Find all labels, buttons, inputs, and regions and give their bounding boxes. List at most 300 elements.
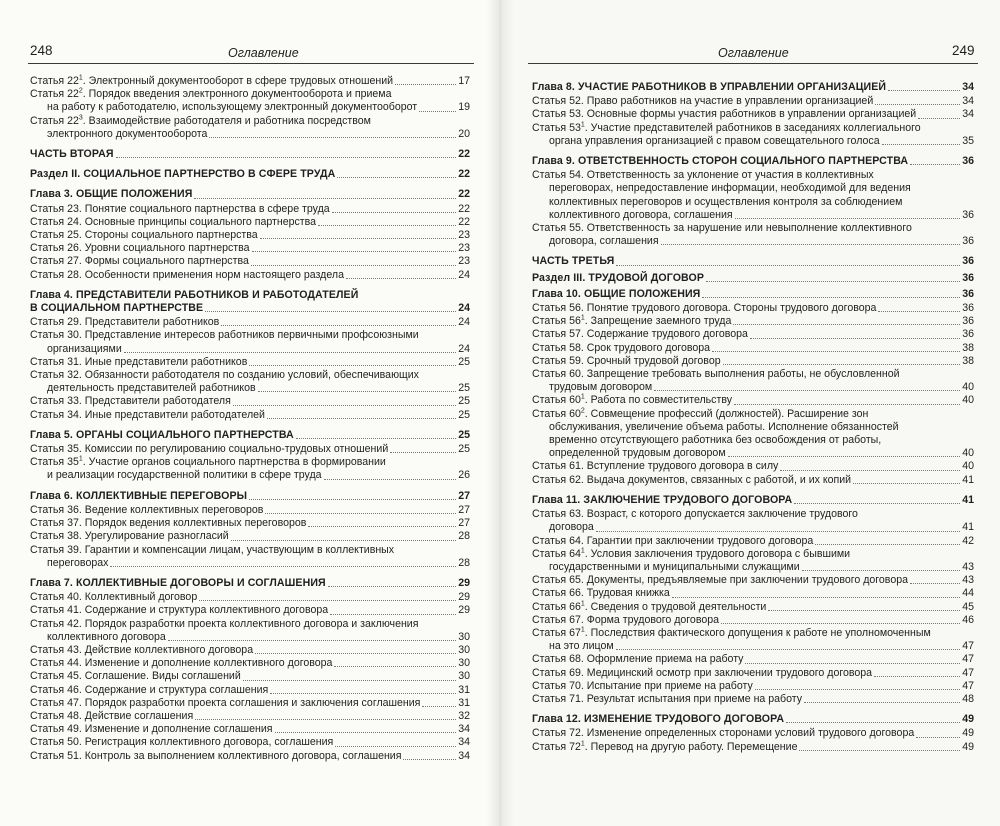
dot-leader	[910, 583, 960, 584]
dot-leader	[616, 649, 961, 650]
dot-leader	[328, 586, 456, 587]
toc-page-number: 36	[962, 255, 974, 268]
toc-entry[interactable]	[532, 474, 974, 487]
dot-leader	[270, 693, 456, 694]
toc-page-number: 25	[458, 382, 470, 395]
toc-entry[interactable]	[30, 657, 470, 670]
toc-title-text: Статья 29. Представители работников	[30, 316, 220, 329]
toc-entry-title	[549, 135, 880, 148]
toc-entry[interactable]	[30, 216, 470, 229]
toc-page-number: 44	[962, 587, 974, 600]
dot-leader	[888, 90, 960, 91]
toc-title-text: Статья 26. Уровни социального партнерства	[30, 242, 250, 255]
toc-page-number: 34	[458, 723, 470, 736]
toc-title-text: Глава 10. ОБЩИЕ ПОЛОЖЕНИЯ	[532, 287, 701, 300]
toc-title-text: Статья 30. Представление интересов работников первичными профсоюзными	[30, 329, 419, 342]
toc-entry[interactable]	[30, 443, 470, 456]
toc-title-text: . Перевод на другую работу. Перемещение	[584, 740, 798, 753]
toc-entry-title	[549, 521, 594, 534]
toc-page-number: 23	[458, 229, 470, 242]
toc-entry[interactable]	[532, 394, 974, 407]
dot-leader	[750, 338, 960, 339]
dot-leader	[308, 526, 456, 527]
toc-entry[interactable]	[30, 203, 470, 216]
toc-entry[interactable]	[30, 356, 470, 369]
toc-title-text: Статья 65. Документы, предъявляемые при заключении трудового договора	[532, 574, 908, 587]
dot-leader	[596, 531, 960, 532]
toc-entry[interactable]	[30, 242, 470, 255]
toc-entry[interactable]	[532, 653, 974, 666]
toc-entry[interactable]	[532, 328, 974, 341]
toc-title-text: Статья 48. Действие соглашения	[30, 709, 194, 722]
toc-entry[interactable]	[30, 618, 470, 644]
toc-entry-title	[532, 587, 670, 600]
toc-title-text: Статья 52. Право работников на участие в управлении организацией	[532, 95, 874, 108]
toc-page-number: 22	[458, 188, 470, 201]
toc-title-text: Статья 72. Изменение определенных сторонами условий трудового договора	[532, 727, 915, 740]
dot-leader	[734, 404, 960, 405]
toc-entry[interactable]	[30, 544, 470, 570]
toc-title-text: Статья 56. Понятие трудового договора. Стороны трудового договора	[532, 302, 877, 315]
toc-entry[interactable]	[30, 369, 470, 395]
toc-page-number: 48	[962, 692, 974, 705]
toc-page-number: 36	[962, 287, 974, 300]
toc-page-number: 28	[458, 530, 470, 543]
toc-entry-title	[532, 627, 931, 639]
toc-entry-title	[532, 272, 704, 285]
toc-page-number: 42	[962, 534, 974, 547]
toc-title-text: Статья 22	[30, 75, 79, 87]
toc-heading[interactable]	[532, 81, 974, 94]
toc-entry-title	[549, 381, 652, 394]
toc-heading[interactable]	[30, 188, 470, 201]
toc-entry[interactable]	[30, 409, 470, 422]
dot-leader	[330, 614, 456, 615]
toc-entry-title	[532, 355, 721, 368]
dot-leader	[205, 311, 456, 312]
toc-title-text: и реализации государственной политики в сфере труда	[47, 469, 322, 482]
toc-page-number: 27	[458, 517, 470, 530]
toc-page-number: 47	[962, 666, 974, 679]
toc-entry[interactable]	[30, 88, 470, 114]
toc-title-text: . Порядок введения электронного документооборота и приема	[82, 88, 392, 101]
toc-title-text: . Электронный документооборот в сфере трудовых отношений	[82, 75, 394, 87]
toc-title-text: Статья 55. Ответственность за нарушение или невыполнение коллективного	[532, 222, 912, 235]
toc-entry-title	[532, 328, 748, 341]
toc-entry-title	[532, 741, 797, 754]
toc-entry-title	[549, 182, 911, 194]
toc-page-number: 30	[458, 630, 470, 643]
toc-entry-title	[30, 490, 247, 503]
toc-heading[interactable]	[532, 155, 974, 168]
dot-leader	[252, 251, 457, 252]
toc-page-number: 36	[962, 328, 974, 341]
dot-leader	[422, 706, 456, 707]
toc-entry[interactable]	[532, 315, 974, 328]
toc-page-number: 49	[962, 740, 974, 753]
toc-entry[interactable]	[30, 723, 470, 736]
dot-leader	[251, 265, 456, 266]
toc-page-number: 34	[962, 108, 974, 121]
toc-title-text: Статья 57. Содержание трудового договора	[532, 328, 748, 341]
toc-entry-title	[532, 535, 813, 548]
right-page	[500, 0, 1000, 826]
toc-page-number: 19	[458, 101, 470, 114]
dot-leader	[318, 225, 456, 226]
dot-leader	[745, 663, 960, 664]
toc-title-text: Статья 42. Порядок разработки проекта коллективного договора и заключения	[30, 617, 419, 630]
dot-leader	[332, 212, 457, 213]
toc-page-number: 24	[458, 316, 470, 329]
toc-entry[interactable]	[532, 587, 974, 600]
toc-title-text: . Запрещение заемного труда	[584, 315, 732, 328]
toc-entry[interactable]	[30, 530, 470, 543]
toc-entry[interactable]	[532, 574, 974, 587]
toc-title-text: Статья 47. Порядок разработки проекта соглашения и заключения соглашения	[30, 696, 421, 709]
toc-entry-title	[30, 604, 328, 617]
toc-entry-title	[47, 343, 122, 356]
toc-page-number: 28	[458, 556, 470, 569]
toc-entry-title	[30, 168, 335, 181]
toc-heading[interactable]	[30, 168, 470, 181]
dot-leader	[296, 438, 456, 439]
toc-entry[interactable]	[30, 75, 470, 88]
toc-entry[interactable]	[532, 108, 974, 121]
toc-entry[interactable]	[532, 614, 974, 627]
toc-entry[interactable]	[30, 750, 470, 763]
dot-leader	[260, 238, 457, 239]
dot-leader	[395, 84, 456, 85]
toc-page-number: 22	[458, 168, 470, 181]
toc-entry[interactable]	[532, 342, 974, 355]
toc-entry-title	[47, 128, 207, 141]
toc-title-text: электронного документооборота	[47, 127, 208, 140]
article-superscript: 2	[580, 407, 585, 415]
toc-page-number: 22	[458, 148, 470, 161]
toc-entry[interactable]	[532, 693, 974, 706]
dot-leader	[728, 456, 961, 457]
toc-title-text: Статья 37. Порядок ведения коллективных переговоров	[30, 517, 307, 530]
toc-entry-title	[532, 155, 908, 168]
toc-title-text: Статья 44. Изменение и дополнение коллективного договора	[30, 657, 333, 670]
toc-entry[interactable]	[30, 115, 470, 141]
article-superscript: 1	[78, 74, 83, 82]
toc-heading[interactable]	[532, 713, 974, 726]
toc-title-text: Статья 22	[30, 88, 79, 101]
toc-title-text: Статья 31. Иные представители работников	[30, 355, 248, 368]
dot-leader	[768, 610, 960, 611]
toc-entry[interactable]	[30, 670, 470, 683]
toc-title-text: Статья 46. Содержание и структура соглашения	[30, 683, 269, 696]
toc-entry[interactable]	[30, 255, 470, 268]
toc-entry[interactable]	[532, 601, 974, 614]
toc-title-text: Статья 41. Содержание и структура коллективного договора	[30, 604, 329, 617]
toc-entry-title	[30, 409, 265, 422]
toc-entry[interactable]	[532, 302, 974, 315]
dot-leader	[712, 351, 960, 352]
toc-page-number: 25	[458, 408, 470, 421]
dot-leader	[804, 702, 960, 703]
toc-title-text: Статья 68. Оформление приема на работу	[532, 653, 744, 666]
toc-title-text: коллективного договора, соглашения	[549, 208, 733, 221]
toc-entry-title	[30, 443, 388, 456]
toc-entry[interactable]	[30, 684, 470, 697]
toc-entry-title	[30, 429, 294, 442]
toc-page-number: 35	[962, 134, 974, 147]
toc-heading[interactable]	[532, 288, 974, 301]
dot-leader	[916, 737, 960, 738]
toc-title-text: Статья 40. Коллективный договор	[30, 591, 198, 604]
toc-entry[interactable]	[532, 508, 974, 534]
dot-leader	[654, 390, 960, 391]
toc-title-text: Статья 63. Возраст, с которого допускается заключение трудового	[532, 508, 858, 521]
toc-entry[interactable]	[30, 504, 470, 517]
toc-title-text: Статья 71. Результат испытания при приеме на работу	[532, 692, 803, 705]
dot-leader	[403, 759, 456, 760]
toc-page-number: 25	[458, 443, 470, 456]
toc-entry-title	[532, 315, 731, 328]
dot-leader	[243, 680, 456, 681]
toc-title-text: переговорах	[47, 556, 109, 569]
toc-title-text: . Участие органов социального партнерства в формировании	[82, 456, 386, 469]
toc-entry-title	[532, 288, 700, 301]
toc-title-text: Раздел III. ТРУДОВОЙ ДОГОВОР	[532, 271, 705, 284]
toc-title-text: Статья 45. Соглашение. Виды соглашений	[30, 670, 241, 683]
toc-title-text: . Последствия фактического допущения к работе не уполномоченным	[584, 626, 931, 639]
toc-entry-title	[47, 469, 322, 482]
toc-entry[interactable]	[532, 680, 974, 693]
toc-entry[interactable]	[30, 517, 470, 530]
toc-entry[interactable]	[532, 535, 974, 548]
toc-entry-title	[549, 434, 881, 446]
toc-title-text: Глава 8. УЧАСТИЕ РАБОТНИКОВ В УПРАВЛЕНИИ ОРГАНИЗАЦИЕЙ	[532, 81, 887, 93]
toc-title-text: Статья 36. Ведение коллективных переговоров	[30, 503, 264, 516]
toc-entry-title	[532, 368, 900, 380]
toc-title-text: Глава 12. ИЗМЕНЕНИЕ ТРУДОВОГО ДОГОВОРА	[532, 713, 785, 726]
toc-heading[interactable]	[30, 577, 470, 590]
dot-leader	[672, 597, 960, 598]
toc-page-number: 26	[458, 469, 470, 482]
toc-title-text: Глава 9. ОТВЕТСТВЕННОСТЬ СТОРОН СОЦИАЛЬНОГО ПАРТНЕРСТВА	[532, 155, 909, 168]
toc-entry[interactable]	[30, 591, 470, 604]
toc-title-text: государственными и муниципальными служащими	[549, 560, 800, 573]
toc-entry[interactable]	[532, 222, 974, 248]
toc-title-text: организациями	[47, 342, 122, 355]
toc-entry[interactable]	[532, 169, 974, 222]
toc-entry-title	[532, 574, 908, 587]
toc-page-number: 45	[962, 600, 974, 613]
dot-leader	[794, 503, 960, 504]
toc-title-text: Статья 35	[30, 456, 79, 469]
toc-entry[interactable]	[30, 456, 470, 482]
toc-entry[interactable]	[30, 710, 470, 723]
toc-heading[interactable]	[30, 490, 470, 503]
dot-leader	[755, 689, 960, 690]
toc-heading[interactable]	[532, 494, 974, 507]
dot-leader	[882, 144, 961, 145]
dot-leader	[275, 732, 457, 733]
dot-leader	[249, 365, 456, 366]
toc-title-text: обслуживания, увеличение объема работы. Исполнение обязанностей	[549, 420, 899, 433]
dot-leader	[324, 479, 457, 480]
toc-title-text: Статья 61. Вступление трудового договора в силу	[532, 460, 779, 473]
toc-title-text: Статья 62. Выдача документов, связанных с работой, и их копий	[532, 473, 852, 486]
toc-page-number: 23	[458, 242, 470, 255]
toc-page-number: 23	[458, 255, 470, 268]
dot-leader	[702, 297, 960, 298]
toc-entry-title	[549, 421, 899, 433]
toc-title-text: Статья 35. Комиссии по регулированию социально-трудовых отношений	[30, 443, 389, 456]
article-superscript: 3	[78, 114, 83, 122]
toc-entry[interactable]	[532, 667, 974, 680]
toc-entry-title	[47, 631, 166, 644]
toc-page-number: 49	[962, 713, 974, 726]
toc-entry-title	[30, 456, 386, 468]
toc-entry-title	[30, 216, 316, 229]
toc-entry-title	[532, 548, 850, 560]
toc-page-number: 25	[458, 355, 470, 368]
dot-leader	[231, 540, 456, 541]
toc-entry-title	[30, 289, 358, 301]
toc-entry-title	[549, 640, 614, 653]
toc-page-number: 38	[962, 354, 974, 367]
dot-leader	[346, 278, 456, 279]
toc-title-text: Статья 32. Обязанности работодателя по созданию условий, обеспечивающих	[30, 369, 419, 382]
toc-title-text: коллективного договора	[47, 630, 166, 643]
toc-entry-title	[47, 557, 108, 570]
toc-page-number: 27	[458, 503, 470, 516]
toc-entry-title	[30, 148, 114, 161]
toc-entry[interactable]	[532, 355, 974, 368]
toc-title-text: переговорах, непредоставление информации, необходимой для ведения	[549, 182, 911, 195]
toc-title-text: Статья 66	[532, 600, 581, 613]
toc-title-text: Статья 59. Срочный трудовой договор	[532, 354, 721, 367]
dot-leader	[786, 722, 960, 723]
toc-title-text: временно отсутствующего работника без освобождения от работы,	[549, 434, 882, 447]
toc-page-number: 29	[458, 604, 470, 617]
toc-title-text: Статья 56	[532, 315, 581, 328]
dot-leader	[815, 544, 960, 545]
toc-page-number: 40	[962, 381, 974, 394]
dot-leader	[233, 405, 456, 406]
toc-entry-title	[30, 242, 250, 255]
toc-entry-title	[532, 81, 886, 94]
dot-leader	[209, 137, 456, 138]
toc-title-text: Статья 39. Гарантии и компенсации лицам, участвующим в коллективных	[30, 543, 395, 556]
toc-page-number: 36	[962, 208, 974, 221]
toc-entry-title	[532, 108, 916, 121]
right-running-title: Оглавление	[718, 46, 789, 60]
toc-title-text: Статья 53	[532, 121, 581, 134]
toc-entry[interactable]	[532, 627, 974, 653]
toc-entry[interactable]	[30, 644, 470, 657]
toc-title-text: Статья 60	[532, 394, 581, 407]
toc-entry[interactable]	[30, 604, 470, 617]
toc-heading[interactable]	[30, 289, 470, 315]
toc-page-number: 43	[962, 574, 974, 587]
article-superscript: 1	[580, 314, 585, 322]
toc-page-number: 40	[962, 394, 974, 407]
toc-heading[interactable]	[30, 429, 470, 442]
toc-heading[interactable]	[30, 148, 470, 161]
toc-page-number: 17	[458, 75, 470, 87]
toc-entry[interactable]	[532, 368, 974, 394]
toc-entry-title	[30, 504, 263, 517]
toc-title-text: . Сведения о трудовой деятельности	[584, 600, 767, 613]
toc-entry-title	[549, 447, 726, 460]
toc-entry-title	[532, 408, 868, 420]
toc-entry[interactable]	[532, 95, 974, 108]
toc-title-text: Статья 43. Действие коллективного договора	[30, 643, 254, 656]
toc-title-text: определенной трудовым договором	[549, 447, 726, 460]
article-superscript: 1	[580, 626, 585, 634]
toc-page-number: 49	[962, 727, 974, 740]
toc-entry-title	[30, 618, 418, 630]
toc-heading[interactable]	[532, 272, 974, 285]
toc-title-text: Глава 7. КОЛЛЕКТИВНЫЕ ДОГОВОРЫ И СОГЛАШЕНИЯ	[30, 576, 326, 589]
toc-entry[interactable]	[532, 548, 974, 574]
toc-entry[interactable]	[30, 316, 470, 329]
toc-entry-title	[30, 530, 229, 543]
left-toc	[30, 75, 470, 763]
toc-entry[interactable]	[30, 697, 470, 710]
toc-entry-title	[532, 122, 921, 134]
toc-entry-title	[532, 255, 614, 268]
toc-title-text: Статья 23. Понятие социального партнерства в сфере труда	[30, 202, 330, 215]
toc-entry-title	[47, 382, 256, 395]
toc-title-text: Статья 66. Трудовая книжка	[532, 587, 670, 600]
toc-entry-title	[30, 723, 273, 736]
toc-entry-title	[30, 591, 197, 604]
toc-entry[interactable]	[532, 727, 974, 740]
toc-entry[interactable]	[30, 736, 470, 749]
toc-title-text: договора, соглашения	[549, 235, 659, 248]
article-superscript: 1	[78, 455, 83, 463]
toc-entry[interactable]	[30, 329, 470, 355]
toc-page-number: 43	[962, 560, 974, 573]
toc-title-text: . Работа по совместительству	[584, 394, 733, 407]
toc-entry[interactable]	[532, 122, 974, 148]
toc-entry[interactable]	[532, 741, 974, 754]
toc-page-number: 22	[458, 202, 470, 215]
toc-entry[interactable]	[532, 408, 974, 461]
toc-page-number: 36	[962, 302, 974, 315]
toc-page-number: 30	[458, 657, 470, 670]
toc-entry-title	[30, 369, 419, 381]
toc-page-number: 27	[458, 489, 470, 502]
toc-entry-title	[532, 727, 914, 740]
toc-page-number: 36	[962, 155, 974, 168]
toc-page-number: 47	[962, 679, 974, 692]
toc-title-text: органа управления организацией с правом совещательного голоса	[549, 134, 880, 147]
toc-page-number: 46	[962, 613, 974, 626]
toc-entry[interactable]	[30, 269, 470, 282]
dot-leader	[733, 324, 960, 325]
toc-title-text: деятельность представителей работников	[47, 382, 256, 395]
toc-entry-title	[30, 75, 393, 88]
toc-entry[interactable]	[532, 460, 974, 473]
toc-entry[interactable]	[30, 229, 470, 242]
dot-leader	[390, 452, 456, 453]
toc-page-number: 31	[458, 696, 470, 709]
toc-entry-title	[30, 188, 192, 201]
toc-heading[interactable]	[532, 255, 974, 268]
toc-entry[interactable]	[30, 395, 470, 408]
toc-entry-title	[30, 88, 391, 100]
toc-entry-title	[30, 710, 193, 723]
toc-title-text: Статья 38. Урегулирование разногласий	[30, 530, 229, 543]
toc-page-number: 31	[458, 683, 470, 696]
